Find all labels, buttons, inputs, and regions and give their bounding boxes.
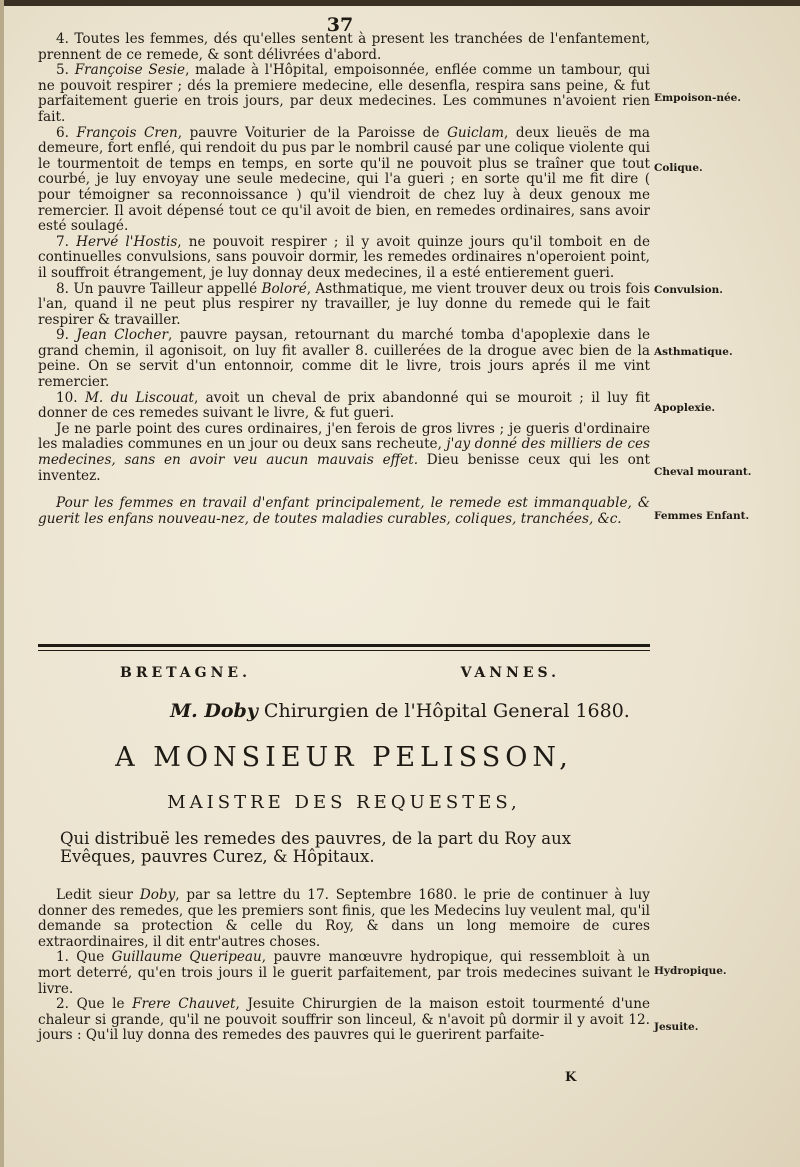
chirurgien-line: M. Doby Chirurgien de l'Hôpital General 1680. (170, 700, 630, 722)
section-rule-thin (38, 650, 650, 651)
page-top-edge (0, 0, 800, 6)
entry-name: Françoise Sesie (74, 62, 186, 79)
entry-8: 8. Un pauvre Tailleur appellé Boloré, Asthmatique, me vient trouver deux ou trois fois l'an, quand il ne peut plus respirer ny travailler, je luy donne du remede qui le fait respirer & travailler. (38, 280, 650, 328)
entry-6: 6. François Cren, pauvre Voiturier de la Paroisse de Guiclam, deux lieuës de ma demeure, fort enflé, qui rendoit du pus par le nombril causé par une colique violente qui le tourmentoit de temps en temps, en sorte qu'il ne pouvoit plus se traîner que tout courbé, je luy envoyay une seule medecine, qui l'a gueri ; en sorte qu'il me fit dire ( pour témoigner sa reconnoissance ) qu'il viendroit de chez luy à deux genoux me remercier. Il avoit dépensé tout ce qu'il avoit de bien, en remedes ordinaires, sans avoir esté soulagé. (38, 124, 650, 235)
region-header (120, 665, 560, 681)
entry-name: Jean Clocher (76, 327, 168, 344)
letter-title: A MONSIEUR PELISSON, (115, 742, 573, 773)
letter-sender: Doby (139, 887, 176, 903)
entry-name: Frere Chauvet (132, 996, 236, 1013)
entry-name: M. du Liscouat (85, 389, 194, 406)
entry-9: 9. Jean Clocher, pauvre paysan, retournant du marché tomba d'apoplexie dans le grand chemin, il agonisoit, on luy fit avaller 8. cuillerées de la drogue avec bien de la peine. On se servit d'un entonnoir, comme dit le livre, trois jours aprés il me vint remercier. (38, 327, 650, 391)
letter-body (38, 888, 650, 1044)
signature-mark: K (565, 1070, 577, 1085)
entry-10: 10. M. du Liscouat, avoit un cheval de prix abandonné qui se mouroit ; il luy fit donner de ces remedes suivant le livre, & fut gueri. (38, 389, 650, 422)
entry-5: 5. Françoise Sesie, malade à l'Hôpital, empoisonnée, enflée comme un tambour, qui ne pouvoit respirer ; dés la premiere medecine, elle desenfla, respira sans peine, & fut parfaitement guerie en trois jours, par deux medecines. Les communes n'avoient rien fait. (38, 62, 650, 125)
letter-intro: Ledit sieur Doby, par sa lettre du 17. Septembre 1680. le prie de continuer à luy donner des remedes, que les premiers sont finis, que les Medecins luy veulent mal, qu'il demande sa protection & celle du Roy, & dans un long memoire de cures extraordinaires, il dit entr'autres choses. (38, 887, 650, 950)
letter-item-2: 2. Que le Frere Chauvet, Jesuite Chirurgien de la maison estoit tourmenté d'une chaleur si grande, qu'il ne pouvoit souffrir son linceul, & n'avoit pû dormir il y avoit 12. jours : Qu'il luy donna des remedes des pauvres qui le guerirent parfaite- (38, 996, 650, 1044)
entry-name: François Cren (76, 124, 178, 141)
region-right: VANNES. (460, 665, 560, 681)
place-name: Guiclam (447, 124, 504, 141)
page-left-edge (0, 0, 4, 1167)
page-number: 37 (326, 14, 354, 36)
margin-note-convulsion: Convulsion. (654, 284, 723, 296)
margin-note-empoisonnee: Empoison-née. (654, 92, 742, 104)
entries-top (38, 32, 650, 527)
margin-note-asthmatique: Asthmatique. (654, 346, 733, 358)
entry-name: Hervé l'Hostis (76, 233, 178, 250)
italic-note: Pour les femmes en travail d'enfant principalement, le remede est immanquable, & guerit les enfans nouveau-nez, de toutes maladies curables, coliques, tranchées, &c. (38, 495, 650, 527)
entry-4: 4. Toutes les femmes, dés qu'elles sentent à present les tranchées de l'enfantement, prennent de ce remede, & sont délivrées d'abord. (38, 31, 650, 63)
margin-note-apoplexie: Apoplexie. (654, 402, 716, 414)
entry-7: 7. Hervé l'Hostis, ne pouvoit respirer ; il y avoit quinze jours qu'il tomboit en de continuelles convulsions, sans pouvoir dormir, les remedes ordinaires n'operoient point, il souffroit étrangement, je luy donnay deux medecines, il a esté entierement gueri. (38, 233, 650, 281)
chirurgien-name: M. Doby (170, 700, 258, 722)
letter-item-1: 1. Que Guillaume Queripeau, pauvre manœuvre hydropique, qui ressembloit à un mort deterré, qu'en trois jours il le guerit parfaitement, par trois medecines suivant le livre. (38, 949, 650, 997)
margin-note-hydropique: Hydropique. (654, 965, 727, 977)
margin-note-cheval: Cheval mourant. (654, 466, 752, 478)
closing-paragraph: Je ne parle point des cures ordinaires, j'en ferois de gros livres ; je gueris d'ordinaire les maladies communes en un jour ou deux sans recheute, j'ay donné des milliers de ces medecines, sans en avoir veu aucun mauvais effet. Dieu benisse ceux qui les ont inventez. (38, 420, 651, 484)
section-rule-thick (38, 644, 650, 647)
entry-name: Boloré (261, 280, 307, 297)
margin-note-femmes: Femmes Enfant. (654, 510, 750, 522)
margin-note-jesuite: Jesuite. (654, 1021, 699, 1033)
region-left: BRETAGNE. (120, 665, 251, 681)
margin-note-colique: Colique. (654, 162, 703, 174)
letter-description: Qui distribuë les remedes des pauvres, de la part du Roy aux Evêques, pauvres Curez, & Hôpitaux. (60, 829, 572, 866)
entry-name: Guillaume Queripeau (111, 949, 262, 966)
letter-subtitle: MAISTRE DES REQUESTES, (167, 792, 521, 813)
